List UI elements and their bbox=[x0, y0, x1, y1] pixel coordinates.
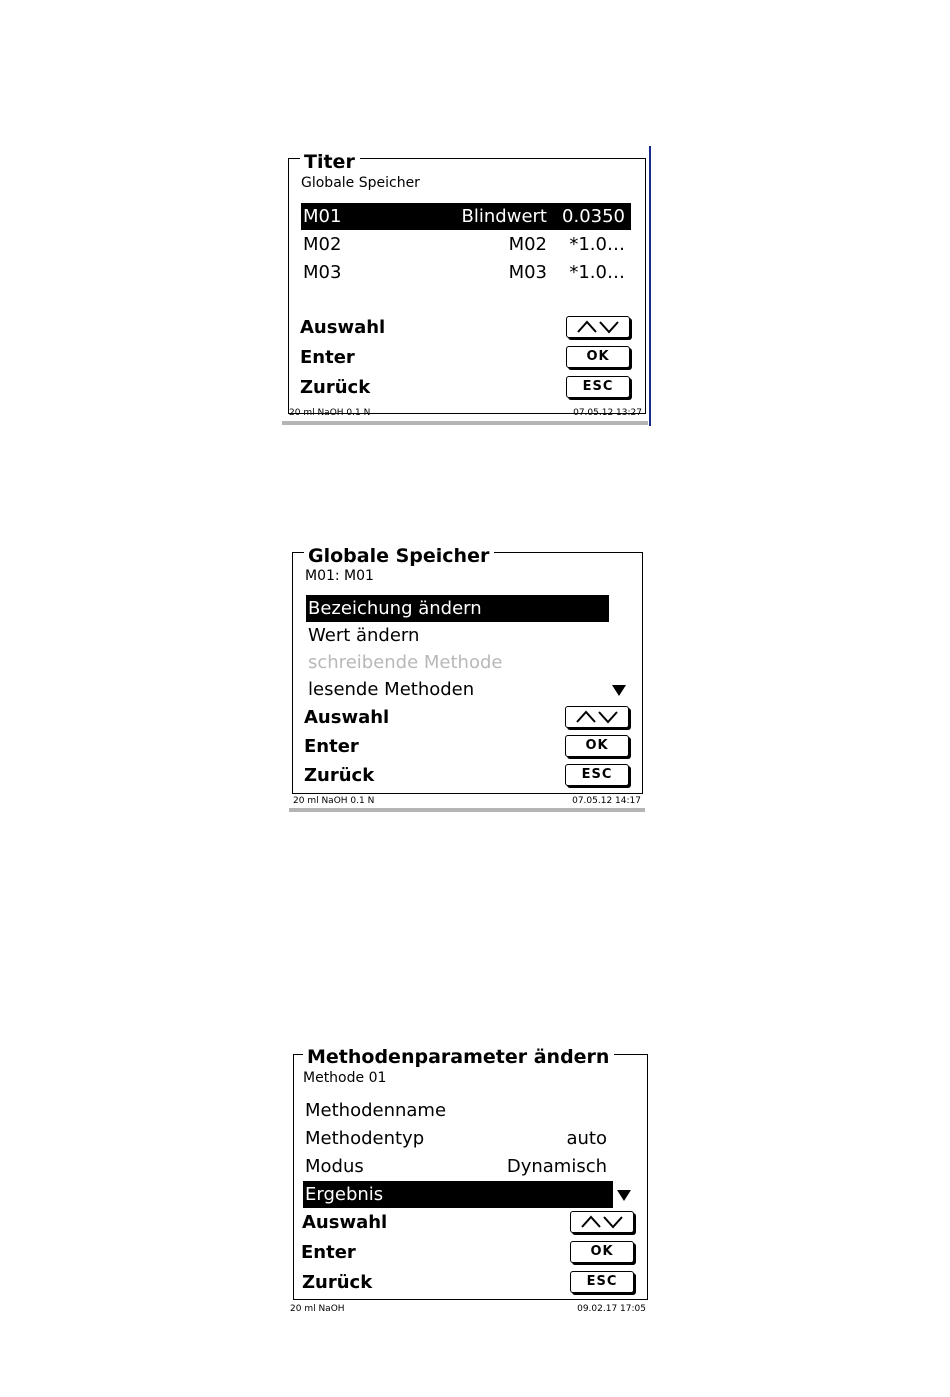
ok-button[interactable]: OK bbox=[566, 346, 630, 368]
memory-id: M01 bbox=[303, 206, 342, 227]
screen-globale-speicher bbox=[289, 540, 649, 815]
menu-item-label: Wert ändern bbox=[308, 625, 420, 646]
key-label: Auswahl bbox=[300, 317, 386, 338]
up-down-button[interactable] bbox=[570, 1211, 634, 1233]
menu-item-label: lesende Methoden bbox=[308, 679, 475, 700]
key-row-enter bbox=[301, 1238, 634, 1268]
memory-row-m02[interactable] bbox=[301, 231, 631, 258]
key-row-zurueck bbox=[304, 761, 629, 791]
key-row-enter bbox=[300, 343, 630, 373]
memory-name: M02 bbox=[508, 234, 547, 255]
memory-name: M03 bbox=[508, 262, 547, 283]
key-label: Enter bbox=[304, 736, 359, 757]
param-row-modus[interactable] bbox=[303, 1153, 613, 1180]
param-label: Methodenname bbox=[305, 1100, 447, 1121]
screen-titer bbox=[282, 146, 654, 430]
key-label: Zurück bbox=[300, 377, 371, 398]
screen-subtitle: Methode 01 bbox=[303, 1070, 387, 1086]
memory-value: *1.0… bbox=[569, 262, 625, 283]
memory-value: 0.0350 bbox=[562, 206, 625, 227]
menu-item-schreibende-methode bbox=[306, 649, 609, 676]
status-right: 07.05.12 13:27 bbox=[573, 408, 642, 418]
status-left: 20 ml NaOH 0.1 N bbox=[293, 796, 375, 806]
status-bar-edge bbox=[282, 421, 648, 425]
key-label: Auswahl bbox=[302, 1212, 388, 1233]
up-down-button[interactable] bbox=[566, 316, 630, 338]
memory-id: M03 bbox=[303, 262, 342, 283]
key-row-enter bbox=[304, 732, 629, 762]
param-row-methodentyp[interactable] bbox=[303, 1125, 613, 1152]
param-label: Modus bbox=[305, 1156, 364, 1177]
param-value: auto bbox=[566, 1128, 607, 1149]
ok-button[interactable]: OK bbox=[565, 735, 629, 757]
key-label: Enter bbox=[301, 1242, 356, 1263]
ok-button[interactable]: OK bbox=[570, 1241, 634, 1263]
key-row-zurueck bbox=[302, 1268, 634, 1298]
key-label: Enter bbox=[300, 347, 355, 368]
key-label: Zurück bbox=[302, 1272, 373, 1293]
menu-item-label: Bezeichung ändern bbox=[308, 598, 482, 619]
screen-title: Titer bbox=[300, 152, 360, 172]
scroll-down-icon bbox=[612, 685, 626, 696]
esc-button[interactable]: ESC bbox=[570, 1271, 634, 1293]
memory-value: *1.0… bbox=[569, 234, 625, 255]
status-bar-edge bbox=[289, 808, 645, 812]
screen-subtitle: M01: M01 bbox=[305, 568, 374, 584]
up-down-button[interactable] bbox=[565, 706, 629, 728]
memory-id: M02 bbox=[303, 234, 342, 255]
key-row-auswahl bbox=[300, 313, 630, 343]
status-right: 07.05.12 14:17 bbox=[572, 796, 641, 806]
esc-button[interactable]: ESC bbox=[566, 376, 630, 398]
param-row-methodenname[interactable] bbox=[303, 1097, 613, 1124]
param-label: Methodentyp bbox=[305, 1128, 425, 1149]
menu-item-lesende-methoden[interactable] bbox=[306, 676, 609, 703]
up-down-arrows-icon bbox=[576, 1214, 628, 1230]
menu-item-wert[interactable] bbox=[306, 622, 609, 649]
up-down-arrows-icon bbox=[571, 709, 623, 725]
status-left: 20 ml NaOH 0.1 N bbox=[289, 408, 371, 418]
status-right: 09.02.17 17:05 bbox=[577, 1304, 646, 1314]
key-row-zurueck bbox=[300, 373, 630, 403]
up-down-arrows-icon bbox=[572, 319, 624, 335]
status-left: 20 ml NaOH bbox=[290, 1304, 345, 1314]
memory-row-m03[interactable] bbox=[301, 259, 631, 286]
menu-item-bezeichnung[interactable] bbox=[306, 595, 609, 622]
param-value: Dynamisch bbox=[506, 1156, 607, 1177]
memory-row-m01[interactable] bbox=[301, 203, 631, 230]
param-row-ergebnis[interactable] bbox=[303, 1181, 613, 1208]
key-row-auswahl bbox=[302, 1208, 634, 1238]
key-row-auswahl bbox=[304, 703, 629, 733]
window-edge bbox=[649, 146, 651, 426]
screen-title: Methodenparameter ändern bbox=[303, 1047, 614, 1067]
esc-button[interactable]: ESC bbox=[565, 764, 629, 786]
screen-methodenparameter bbox=[288, 1042, 652, 1322]
screen-subtitle: Globale Speicher bbox=[301, 175, 420, 191]
key-label: Zurück bbox=[304, 765, 375, 786]
memory-name: Blindwert bbox=[461, 206, 547, 227]
scroll-down-icon bbox=[617, 1190, 631, 1201]
param-label: Ergebnis bbox=[305, 1184, 384, 1205]
menu-item-label: schreibende Methode bbox=[308, 652, 503, 673]
screen-title: Globale Speicher bbox=[304, 546, 494, 566]
key-label: Auswahl bbox=[304, 707, 390, 728]
